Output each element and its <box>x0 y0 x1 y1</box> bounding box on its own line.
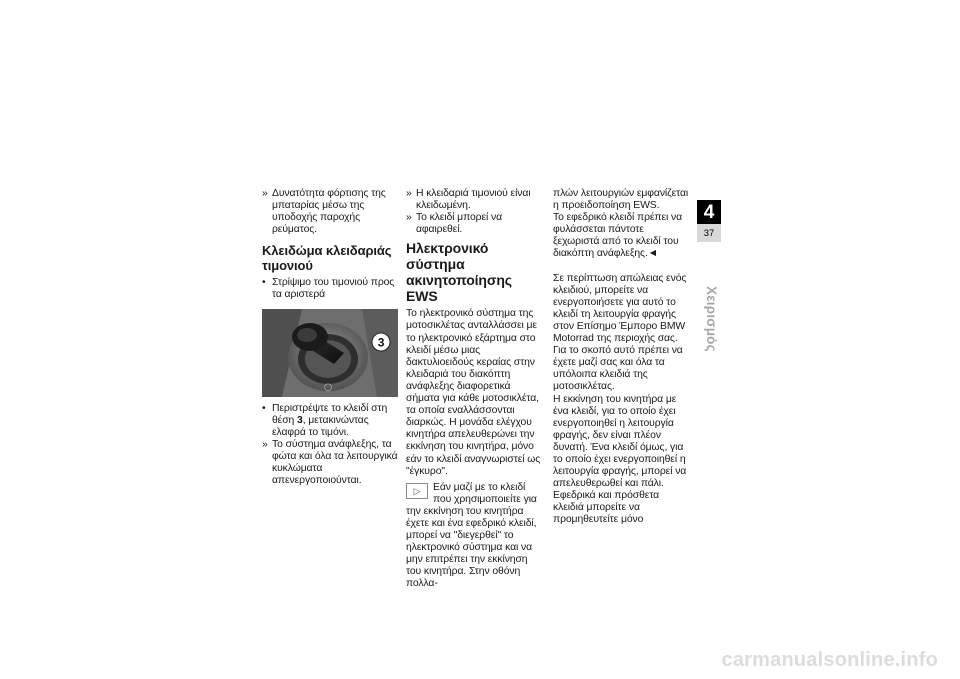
watermark-text: carmanualsonline.info <box>721 649 938 671</box>
column-3 <box>553 188 691 527</box>
note-text: Εάν μαζί με το κλειδί που χρησιμοποιείτε για την εκκίνηση του κινητήρα έχετε και ένα εφεδρικό κλειδί, μπορεί να "διεγερθεί" το ηλεκτρονικό σύστημα και να μην επιτρέπει την εκκίνηση του κινητήρα. Στην οθόνη πολλα- <box>406 481 537 590</box>
paragraph: Εφεδρικά και πρόσθετα κλειδιά μπορείτε να προμηθευτείτε μόνο <box>553 490 660 526</box>
page-number: 37 <box>697 224 721 242</box>
column-1 <box>262 188 398 487</box>
note-triangle-icon: ▷ <box>406 483 428 499</box>
result-item <box>406 188 543 212</box>
result-text: Το σύστημα ανάφλεξης, τα φώτα και όλα τα λειτουργικά κυκλώματα απενεργοποιούνται. <box>272 438 398 487</box>
paragraph: Σε περίπτωση απώλειας ενός κλειδιού, μπορείτε να ενεργοποιήσετε για αυτό το κλειδί τη λειτουργία φραγής στον Επίσημο Έμπορο BMW Motorrad της περιοχής σας. Για το σκοπό αυτό πρέπει να έχετε μαζί σας και όλα τα υπόλοιπα κλειδιά της μοτοσικλέτας. <box>553 272 687 393</box>
result-text: Το κλειδί μπορεί να αφαιρεθεί. <box>416 212 503 236</box>
step-text: Στρίψιμο του τιμονιού προς τα αριστερά <box>272 277 395 301</box>
position-number: 3 <box>297 414 303 426</box>
section-heading-ews: Ηλεκτρονικό σύστημα ακινητοποίησης EWS <box>406 240 512 305</box>
step-text-continued: , μετακινώντας ελαφρά το τιμόνι. <box>272 414 369 438</box>
bullet-marker: • <box>262 402 266 414</box>
result-item <box>406 212 543 236</box>
photo-callout-label: 3 <box>377 335 385 350</box>
bullet-marker: • <box>262 277 266 289</box>
result-marker: » <box>406 212 412 224</box>
paragraph: Η εκκίνηση του κινητήρα με ένα κλειδί, για το οποίο έχει ενεργοποιηθεί η λειτουργία φραγής, δεν είναι πλέον δυνατή. Ένα κλειδί όμως, για το οποίο έχει ενεργοποιηθεί η λειτουργία φραγής, μπορεί να απελευθερωθεί και πάλι. <box>553 393 687 490</box>
step-item <box>262 277 398 301</box>
result-item <box>262 439 398 487</box>
paragraph: Το ηλεκτρονικό σύστημα της μοτοσικλέτας ανταλλάσσει με το ηλεκτρονικό εξάρτημα στο κλειδί μέσω μιας δακτυλιοειδούς κεραίας στην κλειδαριά του διακόπτη ανάφλεξης διαφορετικά σήματα για κάθε μοτοσικλέτα, τα οποία εναλλάσσονται διαρκώς. Η μονάδα ελέγχου κινητήρα απελευθερώνει την εκκίνηση του κινητήρα, μόνο εάν το κλειδί αναγνωριστεί ως "έγκυρο". <box>406 308 541 477</box>
step-text: Περιστρέψτε το κλειδί στη θέση <box>272 402 388 426</box>
column-2 <box>406 188 543 591</box>
ignition-switch-image <box>262 309 398 397</box>
result-marker: » <box>262 438 268 450</box>
svg-text:◯: ◯ <box>324 382 332 391</box>
paragraph: Το εφεδρικό κλειδί πρέπει να φυλάσσεται πάντοτε ξεχωριστά από το κλειδί του διακόπτη ανάφλεξης.◄ <box>553 212 683 260</box>
chapter-number: 4 <box>703 202 715 223</box>
note-block <box>406 482 543 591</box>
step-item <box>262 403 398 439</box>
result-marker: » <box>406 188 412 199</box>
ignition-key-photo <box>262 309 398 397</box>
result-item <box>262 188 398 236</box>
section-heading-steering-lock: Κλειδώμα κλειδαριάς τιμονιού <box>262 243 392 273</box>
result-text: Δυνατότητα φόρτισης της μπαταρίας μέσω της υποδοχής παροχής ρεύματος. <box>272 188 386 236</box>
result-marker: » <box>262 188 268 199</box>
chapter-side-title: Χειρισμός <box>704 286 719 352</box>
paragraph: πλών λειτουργιών εμφανίζεται η προειδοποίηση EWS. <box>553 188 689 212</box>
result-text: Η κλειδαριά τιμονιού είναι κλειδωμένη. <box>416 188 531 212</box>
